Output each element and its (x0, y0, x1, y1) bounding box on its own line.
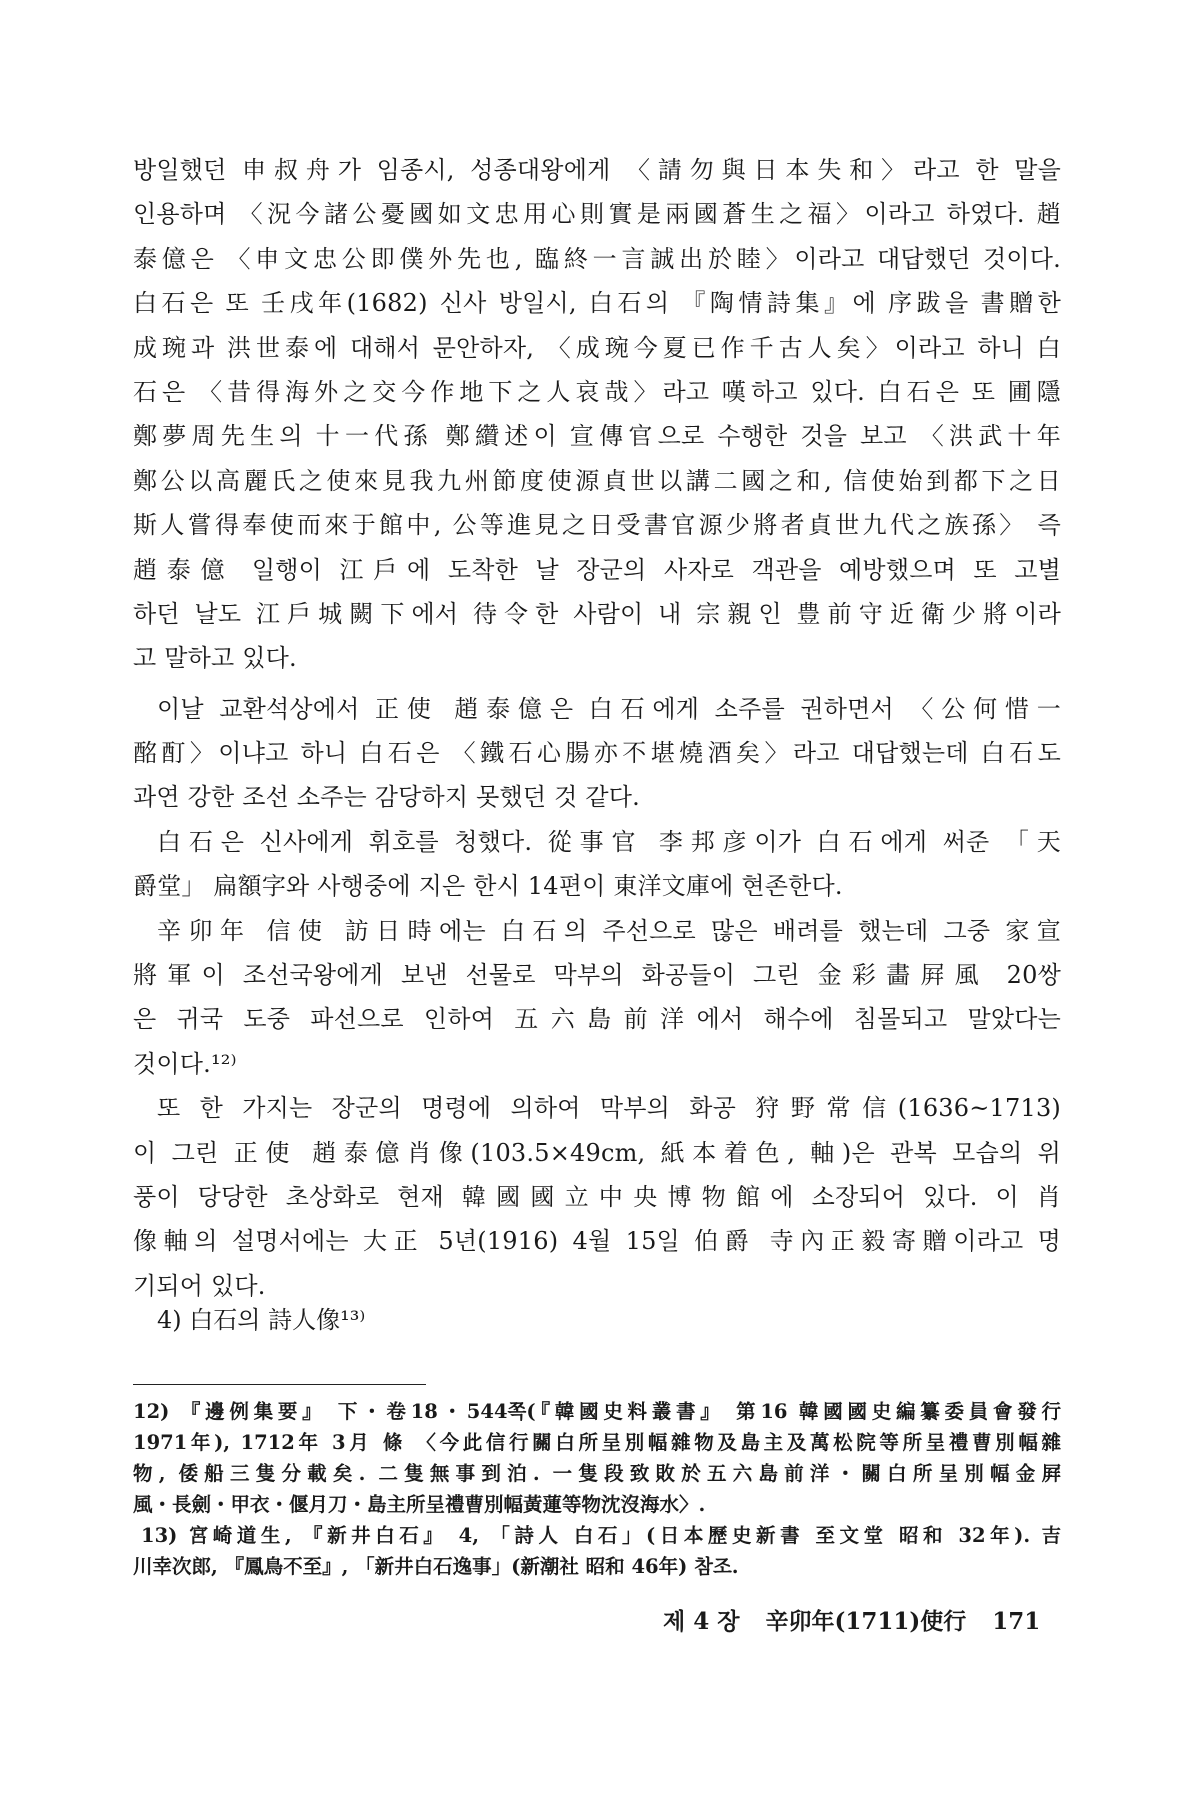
text-line: 酩酊〉이냐고 하니 白石은 〈鐵石心腸亦不堪燒酒矣〉라고 대답했는데 白石도 (133, 739, 1061, 768)
text-line: 은 귀국 도중 파선으로 인하여 五六島前洋에서 해수에 침몰되고 말았다는 (133, 1005, 1061, 1034)
text-line: 斯人嘗得奉使而來于館中, 公等進見之日受書官源少將者貞世九代之族孫〉 즉 (133, 511, 1061, 540)
section-heading: 4) 白石의 詩人像¹³⁾ (157, 1306, 366, 1334)
text-line: 成琬과 洪世泰에 대해서 문안하자, 〈成琬今夏已作千古人矣〉이라고 하니 白 (133, 333, 1061, 362)
footnote-divider (133, 1384, 426, 1385)
footer-chapter: 제 4 장 (663, 1608, 740, 1635)
footnote-line: 物, 倭船三隻分載矣. 二隻無事到泊. 一隻段致敗於五六島前洋・關白所呈別幅金屛 (133, 1462, 1061, 1485)
text-line: 辛卯年 信使 訪日時에는 白石의 주선으로 많은 배려를 했는데 그중 家宣 (157, 916, 1061, 945)
footnote-line: 風・長劍・甲衣・偃月刀・島主所呈禮曹別幅黃蓮等物沈沒海水〉. (133, 1493, 706, 1516)
footnote-line: 13) 宮崎道生, 『新井白石』 4, 「詩人 白石」(日本歷史新書 至文堂 昭和 32年). 吉 (141, 1524, 1061, 1547)
text-line: 泰億은 〈申文忠公即僕外先也, 臨終一言誠出於睦〉이라고 대답했던 것이다. (133, 244, 1061, 273)
text-line: 鄭夢周先生의 十一代孫 鄭纘述이 宣傳官으로 수행한 것을 보고 〈洪武十年 (133, 422, 1061, 451)
text-line: 고 말하고 있다. (133, 644, 297, 673)
footnote-line: 12) 『邊例集要』 下・卷18・544쪽(『韓國史料叢書』 第16 韓國國史編纂委員會發行 (133, 1400, 1061, 1423)
text-line: 또 한 가지는 장군의 명령에 의하여 막부의 화공 狩野常信(1636~1713) (157, 1094, 1061, 1123)
page-number: 171 (992, 1608, 1041, 1635)
text-line: 鄭公以高麗氏之使來見我九州節度使源貞世以講二國之和, 信使始到都下之日 (133, 466, 1061, 495)
text-line: 방일했던 申叔舟가 임종시, 성종대왕에게 〈請勿與日本失和〉라고 한 말을 (133, 156, 1061, 184)
text-line: 白石은 또 壬戌年(1682) 신사 방일시, 白石의 『陶情詩集』에 序跋을 書贈한 (133, 289, 1061, 318)
text-line: 인용하며 〈況今諸公憂國如文忠用心則實是兩國蒼生之福〉이라고 하였다. 趙 (133, 200, 1061, 229)
footnote-line: 1971年), 1712年 3月 條 〈今此信行關白所呈別幅雜物及島主及萬松院等所呈禮曹別幅雜 (133, 1431, 1061, 1454)
text-line: 白石은 신사에게 휘호를 청했다. 從事官 李邦彦이가 白石에게 써준 「天 (157, 827, 1061, 856)
text-line: 將軍이 조선국왕에게 보낸 선물로 막부의 화공들이 그린 金彩畵屛風 20쌍 (133, 961, 1061, 990)
text-line: 기되어 있다. (133, 1271, 266, 1300)
text-line: 爵堂」 扁額字와 사행중에 지은 한시 14편이 東洋文庫에 현존한다. (133, 872, 843, 901)
text-line: 풍이 당당한 초상화로 현재 韓國國立中央博物館에 소장되어 있다. 이 肖 (133, 1182, 1061, 1211)
footer-title: 辛卯年(1711)使行 (765, 1608, 967, 1635)
text-line: 像軸의 설명서에는 大正 5년(1916) 4월 15일 伯爵 寺內正毅寄贈이라고 명 (133, 1227, 1061, 1256)
footnote-line: 川幸次郎, 『鳳鳥不至』, 「新井白石逸事」(新潮社 昭和 46年) 참조. (133, 1555, 739, 1578)
text-line: 이날 교환석상에서 正使 趙泰億은 白石에게 소주를 권하면서 〈公何惜一 (157, 694, 1061, 723)
text-line: 것이다.¹²⁾ (133, 1049, 237, 1078)
text-line: 과연 강한 조선 소주는 감당하지 못했던 것 같다. (133, 783, 640, 812)
page-footer (663, 1604, 1058, 1640)
text-line: 이 그린 正使 趙泰億肖像(103.5×49cm, 紙本着色, 軸)은 관복 모습의 위 (133, 1138, 1061, 1167)
text-line: 石은 〈昔得海外之交今作地下之人哀哉〉라고 嘆하고 있다. 白石은 또 圃隱 (133, 377, 1061, 406)
body-text (133, 148, 1061, 1308)
footnotes (133, 1396, 1061, 1582)
text-line: 趙泰億 일행이 江戶에 도착한 날 장군의 사자로 객관을 예방했으며 또 고별 (133, 555, 1061, 584)
text-line: 하던 날도 江戶城闕下에서 待令한 사람이 내 宗親인 豊前守近衛少將이라 (133, 599, 1061, 628)
